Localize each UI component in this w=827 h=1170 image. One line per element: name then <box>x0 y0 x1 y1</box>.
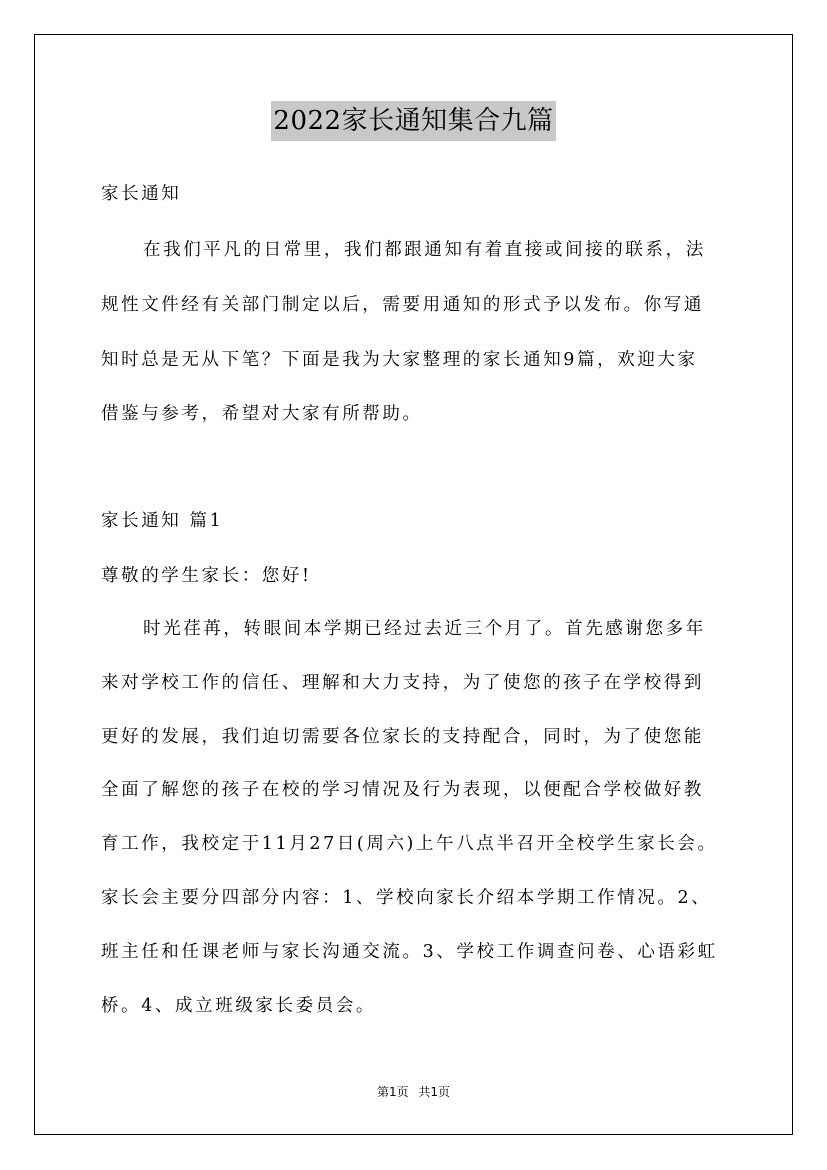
part1-line: 更好的发展，我们迫切需要各位家长的支持配合，同时，为了使您能 <box>101 727 704 747</box>
part1-line: 家长会主要分四部分内容：1、学校向家长介绍本学期工作情况。2、 <box>101 888 712 908</box>
intro-line: 规性文件经有关部门制定以后，需要用通知的形式予以发布。你写通 <box>101 295 704 315</box>
intro-line: 知时总是无从下笔？下面是我为大家整理的家长通知9篇，欢迎大家 <box>101 350 698 370</box>
page-number-total: 共1页 <box>418 1085 451 1099</box>
title-container <box>0 101 827 141</box>
part1-salutation: 尊敬的学生家长：您好! <box>101 566 312 586</box>
part1-line: 时光荏苒，转眼间本学期已经过去近三个月了。首先感谢您多年 <box>143 619 706 639</box>
part1-line: 来对学校工作的信任、理解和大力支持，为了使您的孩子在学校得到 <box>101 673 704 693</box>
part1-line: 育工作，我校定于11月27日(周六)上午八点半召开全校学生家长会。 <box>101 834 718 854</box>
intro-line: 在我们平凡的日常里，我们都跟通知有着直接或间接的联系，法 <box>143 240 706 260</box>
part1-line: 班主任和任课老师与家长沟通交流。3、学校工作调查问卷、心语彩虹 <box>101 942 718 962</box>
intro-heading: 家长通知 <box>101 184 182 204</box>
part1-line: 全面了解您的孩子在校的学习情况及行为表现，以便配合学校做好教 <box>101 780 704 800</box>
part1-heading: 家长通知 篇1 <box>101 511 224 531</box>
part1-line: 桥。4、成立班级家长委员会。 <box>101 996 377 1016</box>
intro-line: 借鉴与参考，希望对大家有所帮助。 <box>101 404 423 424</box>
page-number-current: 第1页 <box>376 1085 409 1099</box>
page-footer <box>0 1084 827 1100</box>
document-title: 2022家长通知集合九篇 <box>271 101 555 141</box>
